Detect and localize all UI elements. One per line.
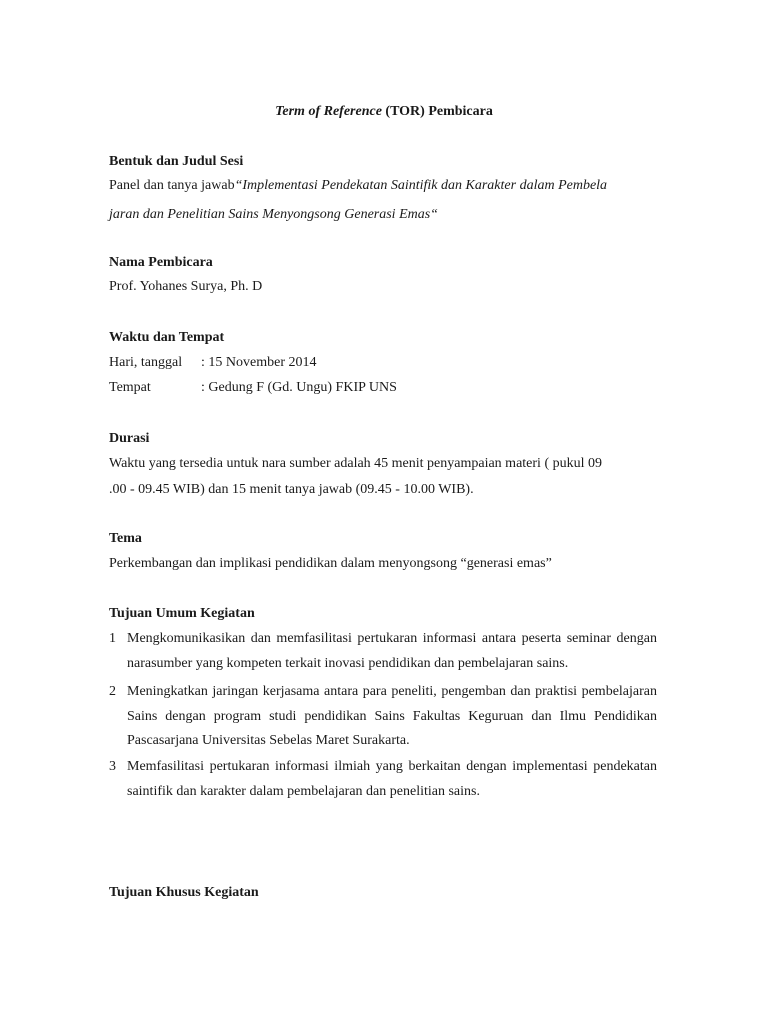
- list-item-text: Memfasilitasi pertukaran informasi ilmiah yang berkaitan dengan implementasi pendekatan saintifik dan karakter dalam pembelajaran dan penelitian sains.: [127, 759, 657, 799]
- list-item-text: Mengkomunikasikan dan memfasilitasi pertukaran informasi antara peserta seminar dengan narasumber yang kompeten terkait inovasi pendidikan dan pembelajaran sains.: [127, 631, 657, 671]
- bentuk-line-2: jaran dan Penelitian Sains Menyongsong Generasi Emas“: [109, 207, 438, 222]
- document-title-rest: (TOR) Pembicara: [381, 104, 493, 119]
- waktu-row-tempat: [109, 378, 397, 398]
- tema-value: Perkembangan dan implikasi pendidikan dalam menyongsong “generasi emas”: [109, 556, 552, 571]
- list-item: [109, 755, 657, 804]
- list-item: [109, 680, 657, 754]
- nama-value: Prof. Yohanes Surya, Ph. D: [109, 279, 263, 294]
- list-item-number: 2: [109, 684, 116, 699]
- heading-nama: Nama Pembicara: [109, 255, 213, 270]
- list-item-text: Meningkatkan jaringan kerjasama antara para peneliti, pengemban dan praktisi pembelajaran Sains dengan program studi pendidikan Sains Fakultas Keguruan dan Ilmu Pendidikan Pascasarjana Universitas Sebelas Maret Surakarta.: [127, 684, 657, 748]
- bentuk-line-1: [109, 176, 607, 196]
- list-item: [109, 627, 657, 676]
- waktu-row-tanggal: [109, 353, 316, 373]
- heading-tujuan-khusus: Tujuan Khusus Kegiatan: [109, 885, 259, 900]
- heading-durasi: Durasi: [109, 431, 150, 446]
- bentuk-italic-1: “Implementasi Pendekatan Saintifik dan Karakter dalam Pembela: [234, 178, 608, 193]
- waktu-value-tanggal: : 15 November 2014: [201, 355, 317, 370]
- waktu-label-tanggal: Hari, tanggal: [109, 355, 183, 370]
- heading-waktu: Waktu dan Tempat: [109, 330, 225, 345]
- heading-tujuan-umum: Tujuan Umum Kegiatan: [109, 606, 255, 621]
- heading-bentuk: Bentuk dan Judul Sesi: [109, 154, 244, 169]
- bentuk-plain: Panel dan tanya jawab: [109, 178, 235, 193]
- waktu-label-tempat: Tempat: [109, 380, 151, 395]
- durasi-line-1: Waktu yang tersedia untuk nara sumber adalah 45 menit penyampaian materi ( pukul 09: [109, 456, 602, 471]
- list-item-number: 1: [109, 631, 116, 646]
- document-title: [0, 102, 768, 122]
- document-title-italic: Term of Reference: [275, 104, 382, 119]
- list-item-number: 3: [109, 759, 116, 774]
- heading-tema: Tema: [109, 531, 142, 546]
- durasi-line-2: .00 - 09.45 WIB) dan 15 menit tanya jawab (09.45 - 10.00 WIB).: [109, 482, 474, 497]
- waktu-value-tempat: : Gedung F (Gd. Ungu) FKIP UNS: [201, 380, 397, 395]
